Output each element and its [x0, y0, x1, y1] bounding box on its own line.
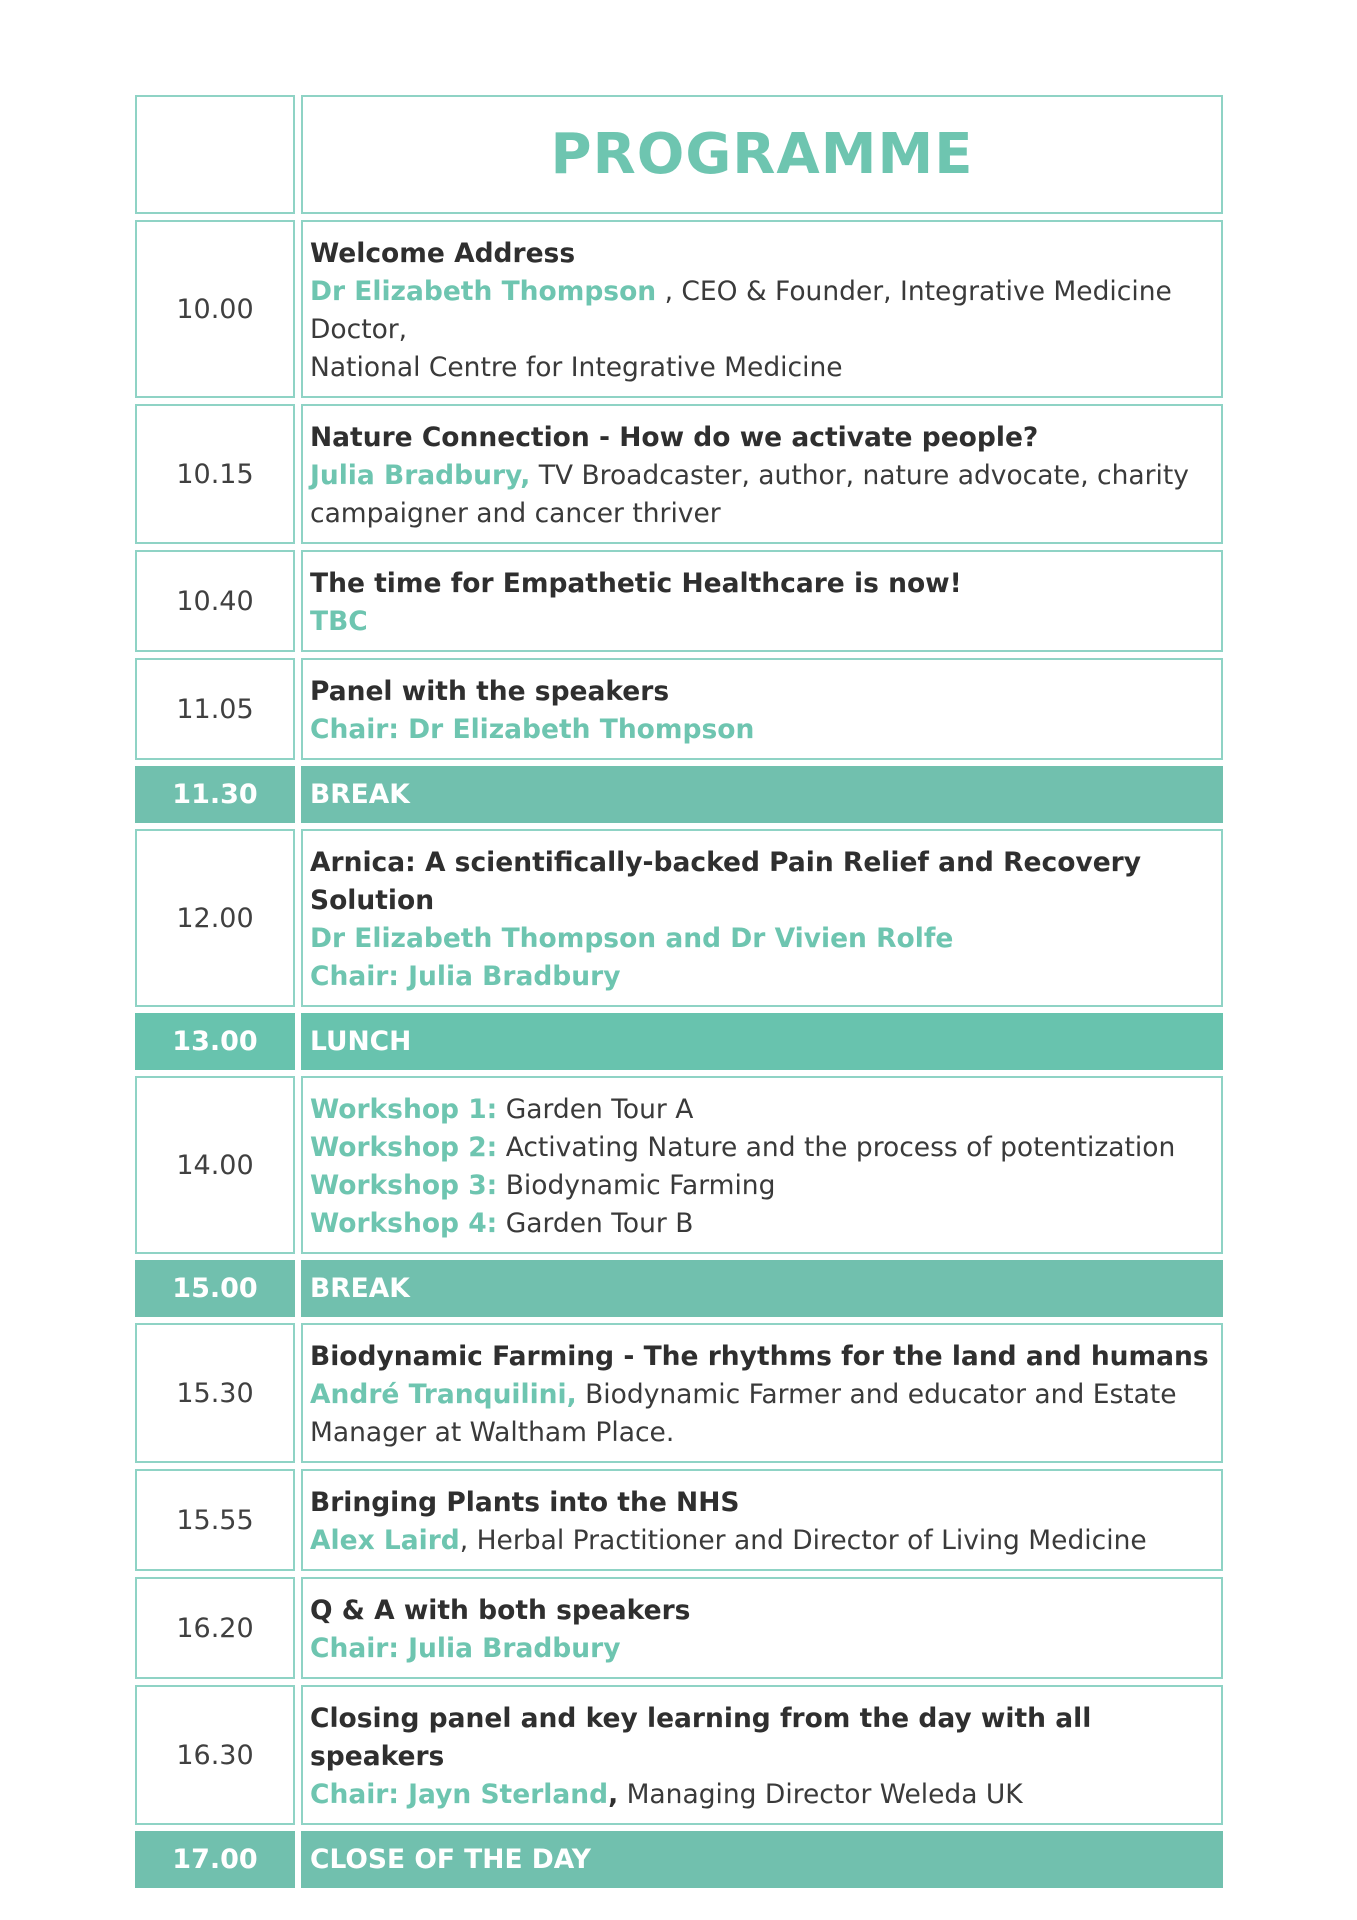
- session-row: [135, 1469, 1223, 1571]
- close-time: 17.00: [135, 1831, 295, 1888]
- session-time: 16.30: [135, 1685, 295, 1825]
- session-time: 15.55: [135, 1469, 295, 1571]
- speaker-name: TBC: [310, 606, 368, 637]
- close-row: [135, 1831, 1223, 1888]
- session-content: [301, 1469, 1223, 1571]
- session-time: 10.00: [135, 220, 295, 398]
- session-row: [135, 829, 1223, 1007]
- workshop-name: Garden Tour B: [497, 1208, 694, 1239]
- workshop-item: [310, 1129, 1214, 1167]
- session-time: 16.20: [135, 1577, 295, 1679]
- session-chair: Chair: Dr Elizabeth Thompson: [310, 714, 755, 745]
- speaker-name: André Tranquilini,: [310, 1379, 577, 1410]
- session-title: Panel with the speakers: [310, 676, 670, 707]
- speaker-detail: , CEO & Founder, Integrative Medicine Doctor,: [310, 276, 1172, 345]
- workshop-label: Workshop 2:: [310, 1132, 498, 1163]
- session-time: 10.15: [135, 404, 295, 544]
- session-time: 11.05: [135, 658, 295, 760]
- speaker-name: Dr Elizabeth Thompson: [310, 276, 657, 307]
- session-title: Arnica: A scientifically-backed Pain Relief and Recovery Solution: [310, 847, 1142, 916]
- speaker-name: Alex Laird: [310, 1525, 460, 1556]
- session-chair: Chair: Julia Bradbury: [310, 1633, 621, 1664]
- speaker-detail: Biodynamic Farmer and educator and Estate: [576, 1379, 1177, 1410]
- session-content: [301, 1323, 1223, 1463]
- break-label: BREAK: [301, 1260, 1223, 1317]
- session-row: [135, 658, 1223, 760]
- session-title: Nature Connection - How do we activate people?: [310, 422, 1039, 453]
- header-time-cell: [135, 95, 295, 214]
- workshop-item: [310, 1205, 1214, 1243]
- session-title: Welcome Address: [310, 238, 576, 269]
- session-row: [135, 404, 1223, 544]
- session-title: Biodynamic Farming - The rhythms for the land and humans: [310, 1341, 1209, 1372]
- session-row: [135, 220, 1223, 398]
- break-row: [135, 766, 1223, 823]
- chair-detail: Managing Director Weleda UK: [618, 1779, 1023, 1810]
- speaker-detail: , Herbal Practitioner and Director of Living Medicine: [459, 1525, 1147, 1556]
- speaker-name: Dr Elizabeth Thompson and Dr Vivien Rolfe: [310, 923, 954, 954]
- close-label: CLOSE OF THE DAY: [301, 1831, 1223, 1888]
- session-content: [301, 404, 1223, 544]
- break-time: 15.00: [135, 1260, 295, 1317]
- lunch-time: 13.00: [135, 1013, 295, 1070]
- session-time: 10.40: [135, 550, 295, 652]
- session-time: 15.30: [135, 1323, 295, 1463]
- session-chair: Chair: Jayn Sterland: [310, 1779, 609, 1810]
- session-content: [301, 658, 1223, 760]
- session-row: [135, 1323, 1223, 1463]
- workshop-name: Biodynamic Farming: [497, 1170, 776, 1201]
- workshop-label: Workshop 3:: [310, 1170, 498, 1201]
- chair-comma: ,: [608, 1779, 619, 1810]
- session-title: Bringing Plants into the NHS: [310, 1487, 740, 1518]
- session-row: [135, 1685, 1223, 1825]
- session-content: [301, 829, 1223, 1007]
- header-row: [135, 95, 1223, 214]
- speaker-detail: TV Broadcaster, author, nature advocate, charity: [530, 460, 1189, 491]
- title-cell: [301, 95, 1223, 214]
- session-content: [301, 1577, 1223, 1679]
- session-title: Q & A with both speakers: [310, 1595, 691, 1626]
- programme-table: [135, 95, 1223, 1894]
- workshop-name: Activating Nature and the process of potentization: [497, 1132, 1176, 1163]
- session-chair: Chair: Julia Bradbury: [310, 961, 621, 992]
- break-time: 11.30: [135, 766, 295, 823]
- session-content: [301, 550, 1223, 652]
- speaker-detail-continued: Manager at Waltham Place.: [310, 1417, 675, 1448]
- speaker-detail-continued: campaigner and cancer thriver: [310, 498, 721, 529]
- break-row: [135, 1260, 1223, 1317]
- lunch-label: LUNCH: [301, 1013, 1223, 1070]
- break-label: BREAK: [301, 766, 1223, 823]
- speaker-detail-continued: National Centre for Integrative Medicine: [310, 352, 843, 383]
- workshop-name: Garden Tour A: [497, 1094, 694, 1125]
- lunch-row: [135, 1013, 1223, 1070]
- workshop-label: Workshop 1:: [310, 1094, 498, 1125]
- session-time: 12.00: [135, 829, 295, 1007]
- session-title: Closing panel and key learning from the day with all speakers: [310, 1703, 1092, 1772]
- session-title: The time for Empathetic Healthcare is now!: [310, 568, 962, 599]
- session-content: [301, 220, 1223, 398]
- workshop-item: [310, 1091, 1214, 1129]
- page-title: PROGRAMME: [550, 121, 974, 187]
- workshop-label: Workshop 4:: [310, 1208, 498, 1239]
- workshop-item: [310, 1167, 1214, 1205]
- workshops-content: [301, 1076, 1223, 1254]
- workshops-row: [135, 1076, 1223, 1254]
- session-time: 14.00: [135, 1076, 295, 1254]
- speaker-name: Julia Bradbury,: [310, 460, 531, 491]
- session-row: [135, 1577, 1223, 1679]
- session-content: [301, 1685, 1223, 1825]
- session-row: [135, 550, 1223, 652]
